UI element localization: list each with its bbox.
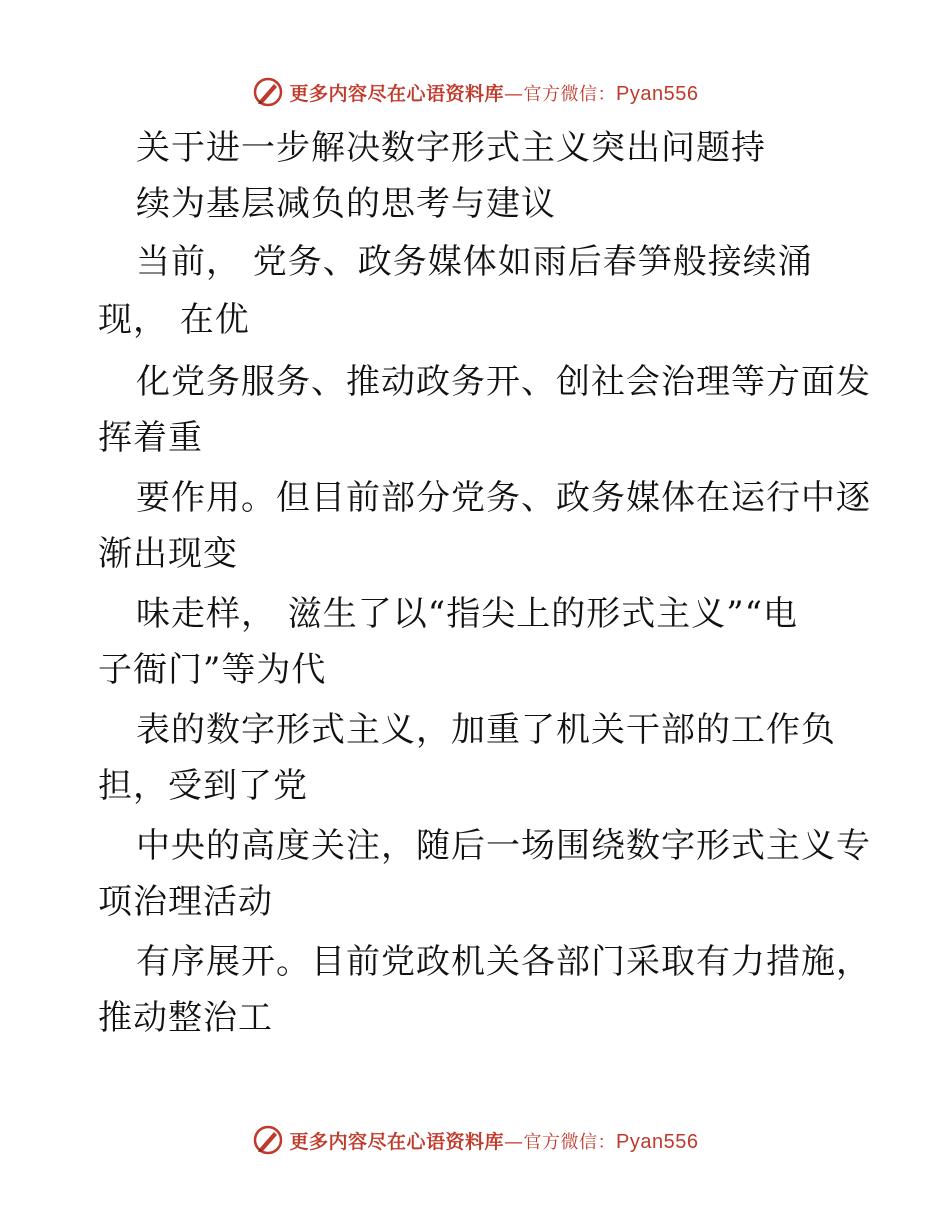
watermark-text: 更多内容尽在心语资料库—官方微信：Pyan556 — [289, 82, 699, 105]
pen-logo-icon — [252, 1124, 284, 1156]
text-line: 化党务服务、推动政务开、创社会治理等方面发 — [136, 362, 871, 402]
text-line: 续为基层减负的思考与建议 — [136, 184, 556, 224]
text-line: 有序展开。目前党政机关各部门采取有力措施， — [136, 942, 871, 982]
text-line: 挥着重 — [98, 418, 203, 458]
text-line: 担，受到了党 — [98, 766, 308, 806]
text-line: 现， 在优 — [98, 300, 250, 340]
watermark-text: 更多内容尽在心语资料库—官方微信：Pyan556 — [289, 1130, 699, 1153]
text-line: 要作用。但目前部分党务、政务媒体在运行中逐 — [136, 478, 871, 518]
header-watermark — [0, 72, 950, 112]
footer-watermark — [0, 1120, 950, 1160]
text-line: 推动整治工 — [98, 998, 273, 1038]
text-line: 味走样， 滋生了以“指尖上的形式主义”“电 — [136, 594, 798, 634]
text-line: 中央的高度关注，随后一场围绕数字形式主义专 — [136, 826, 871, 866]
text-line: 关于进一步解决数字形式主义突出问题持 — [136, 128, 766, 168]
text-line: 子衙门”等为代 — [98, 650, 327, 690]
text-line: 项治理活动 — [98, 882, 273, 922]
text-line: 表的数字形式主义，加重了机关干部的工作负 — [136, 710, 836, 750]
text-line: 渐出现变 — [98, 534, 238, 574]
pen-logo-icon — [252, 76, 284, 108]
text-line: 当前， 党务、政务媒体如雨后春笋般接续涌 — [136, 242, 813, 282]
